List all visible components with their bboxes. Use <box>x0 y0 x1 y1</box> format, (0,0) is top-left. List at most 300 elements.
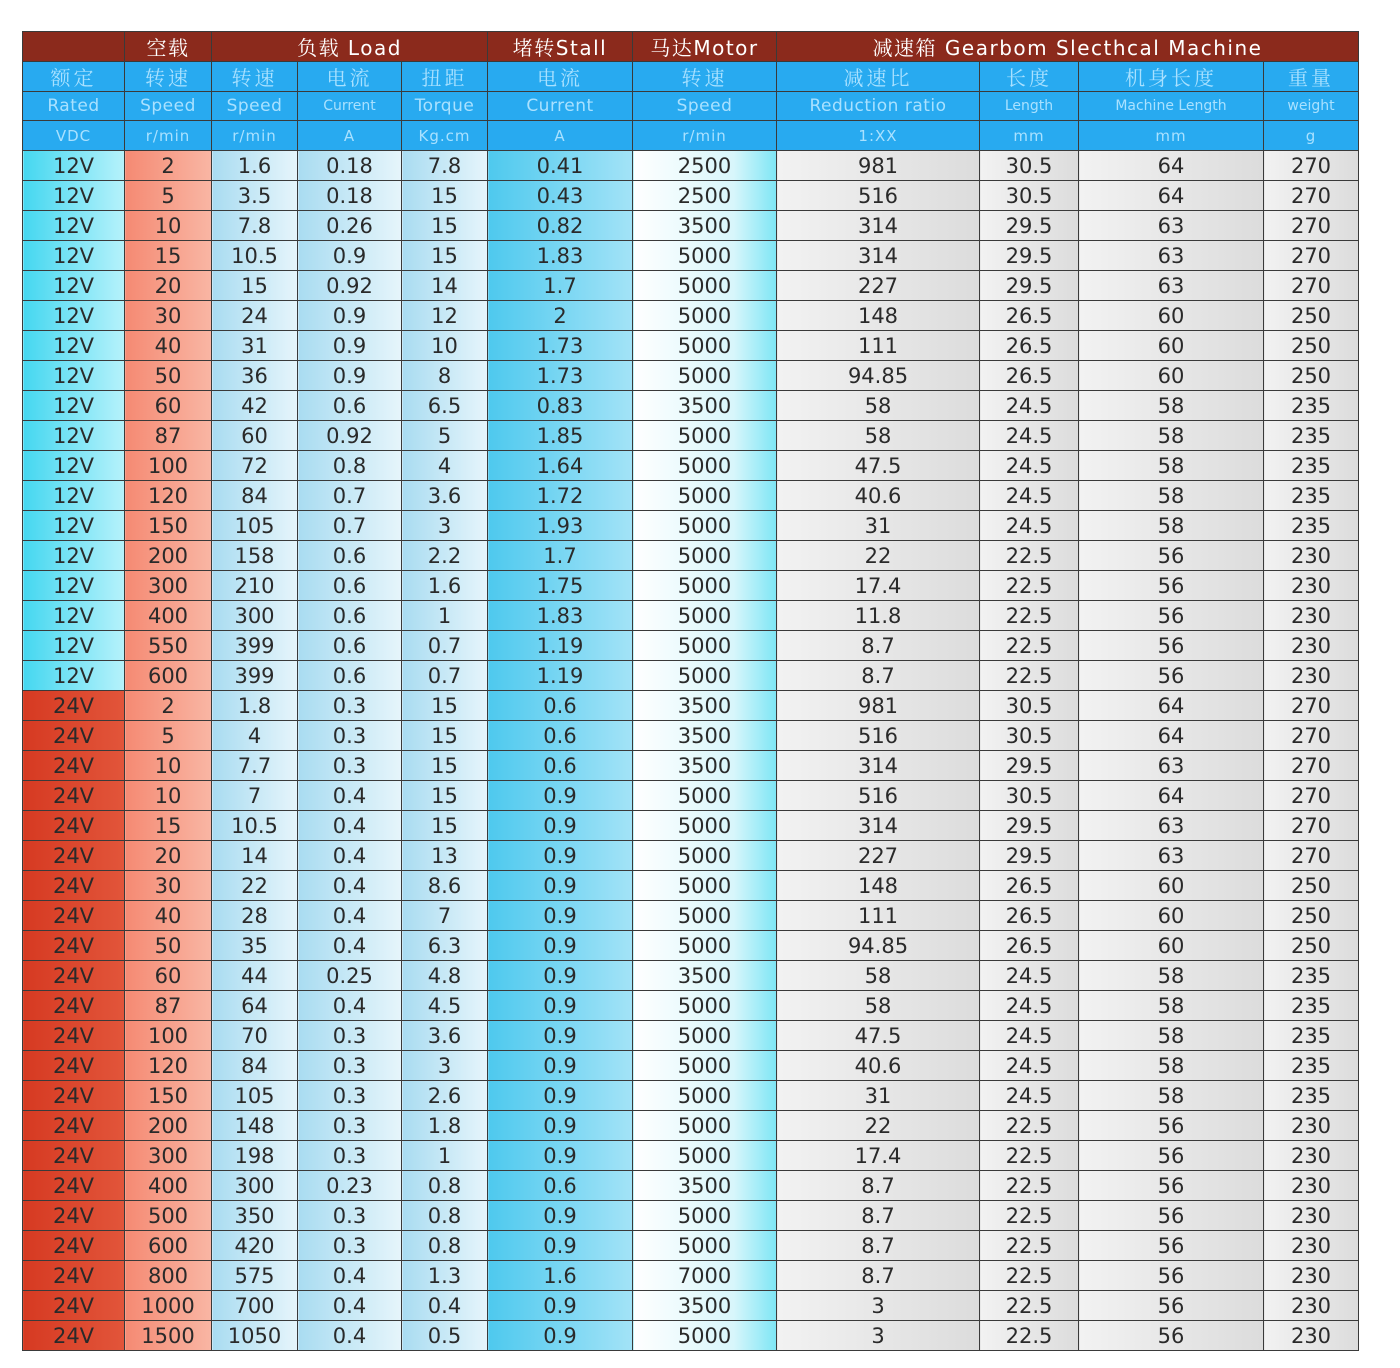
rated-voltage-cell: 24V <box>23 811 125 841</box>
noload-speed-cell: 5 <box>125 181 212 211</box>
load-torque-cell: 1 <box>402 601 488 631</box>
stall-current-cell: 1.72 <box>488 481 633 511</box>
noload-speed-cell: 60 <box>125 961 212 991</box>
reduction-ratio-cell: 31 <box>777 511 980 541</box>
machine-length-cell: 56 <box>1079 1201 1264 1231</box>
load-torque-cell: 15 <box>402 241 488 271</box>
table-row <box>23 451 1359 481</box>
load-current-cell: 0.6 <box>298 541 402 571</box>
noload-speed-cell: 87 <box>125 991 212 1021</box>
load-torque-cell: 15 <box>402 781 488 811</box>
table-row <box>23 1291 1359 1321</box>
length-cell: 24.5 <box>980 421 1079 451</box>
reduction-ratio-cell: 314 <box>777 241 980 271</box>
header-zh: 转速 <box>125 62 212 92</box>
motor-speed-cell: 5000 <box>633 601 777 631</box>
load-current-cell: 0.3 <box>298 1231 402 1261</box>
motor-speed-cell: 5000 <box>633 841 777 871</box>
length-cell: 26.5 <box>980 901 1079 931</box>
rated-voltage-cell: 12V <box>23 241 125 271</box>
motor-speed-cell: 5000 <box>633 1231 777 1261</box>
machine-length-cell: 56 <box>1079 1321 1264 1351</box>
load-torque-cell: 0.8 <box>402 1231 488 1261</box>
stall-current-cell: 0.6 <box>488 721 633 751</box>
machine-length-cell: 58 <box>1079 1051 1264 1081</box>
rated-voltage-cell: 24V <box>23 1141 125 1171</box>
reduction-ratio-cell: 227 <box>777 841 980 871</box>
load-torque-cell: 6.3 <box>402 931 488 961</box>
reduction-ratio-cell: 17.4 <box>777 1141 980 1171</box>
table-row <box>23 151 1359 181</box>
load-current-cell: 0.9 <box>298 301 402 331</box>
load-current-cell: 0.25 <box>298 961 402 991</box>
rated-voltage-cell: 24V <box>23 901 125 931</box>
motor-speed-cell: 5000 <box>633 571 777 601</box>
weight-cell: 230 <box>1264 571 1359 601</box>
header-unit: g <box>1264 121 1359 151</box>
rated-voltage-cell: 24V <box>23 1111 125 1141</box>
reduction-ratio-cell: 8.7 <box>777 1261 980 1291</box>
load-torque-cell: 1.6 <box>402 571 488 601</box>
motor-spec-table <box>22 31 1359 1351</box>
motor-speed-cell: 5000 <box>633 631 777 661</box>
noload-speed-cell: 2 <box>125 151 212 181</box>
machine-length-cell: 56 <box>1079 1141 1264 1171</box>
noload-speed-cell: 50 <box>125 361 212 391</box>
rated-voltage-cell: 24V <box>23 871 125 901</box>
header-unit-row <box>23 121 1359 151</box>
header-en: Torque <box>402 92 488 121</box>
machine-length-cell: 63 <box>1079 751 1264 781</box>
length-cell: 22.5 <box>980 661 1079 691</box>
length-cell: 24.5 <box>980 511 1079 541</box>
motor-speed-cell: 5000 <box>633 481 777 511</box>
machine-length-cell: 63 <box>1079 211 1264 241</box>
reduction-ratio-cell: 3 <box>777 1291 980 1321</box>
length-cell: 24.5 <box>980 391 1079 421</box>
reduction-ratio-cell: 58 <box>777 421 980 451</box>
motor-speed-cell: 5000 <box>633 661 777 691</box>
header-zh: 长度 <box>980 62 1079 92</box>
load-torque-cell: 6.5 <box>402 391 488 421</box>
reduction-ratio-cell: 94.85 <box>777 361 980 391</box>
weight-cell: 230 <box>1264 661 1359 691</box>
load-speed-cell: 10.5 <box>212 811 298 841</box>
stall-current-cell: 0.9 <box>488 841 633 871</box>
motor-speed-cell: 5000 <box>633 1111 777 1141</box>
noload-speed-cell: 2 <box>125 691 212 721</box>
table-row <box>23 691 1359 721</box>
header-unit: r/min <box>633 121 777 151</box>
stall-current-cell: 0.9 <box>488 1111 633 1141</box>
load-speed-cell: 7.8 <box>212 211 298 241</box>
load-speed-cell: 3.5 <box>212 181 298 211</box>
motor-speed-cell: 5000 <box>633 511 777 541</box>
weight-cell: 270 <box>1264 211 1359 241</box>
length-cell: 29.5 <box>980 271 1079 301</box>
length-cell: 26.5 <box>980 331 1079 361</box>
load-speed-cell: 158 <box>212 541 298 571</box>
reduction-ratio-cell: 8.7 <box>777 1171 980 1201</box>
stall-current-cell: 0.82 <box>488 211 633 241</box>
stall-current-cell: 0.9 <box>488 811 633 841</box>
weight-cell: 230 <box>1264 601 1359 631</box>
length-cell: 24.5 <box>980 1021 1079 1051</box>
load-torque-cell: 4.8 <box>402 961 488 991</box>
load-current-cell: 0.3 <box>298 1021 402 1051</box>
noload-speed-cell: 1500 <box>125 1321 212 1351</box>
load-torque-cell: 15 <box>402 721 488 751</box>
table-row <box>23 271 1359 301</box>
stall-current-cell: 0.9 <box>488 1141 633 1171</box>
header-zh: 转速 <box>633 62 777 92</box>
length-cell: 30.5 <box>980 181 1079 211</box>
load-current-cell: 0.3 <box>298 1111 402 1141</box>
rated-voltage-cell: 12V <box>23 391 125 421</box>
weight-cell: 235 <box>1264 391 1359 421</box>
machine-length-cell: 56 <box>1079 1231 1264 1261</box>
stall-current-cell: 0.9 <box>488 1291 633 1321</box>
machine-length-cell: 58 <box>1079 1021 1264 1051</box>
weight-cell: 270 <box>1264 691 1359 721</box>
load-current-cell: 0.92 <box>298 421 402 451</box>
noload-speed-cell: 30 <box>125 871 212 901</box>
length-cell: 22.5 <box>980 601 1079 631</box>
header-en: Reduction ratio <box>777 92 980 121</box>
rated-voltage-cell: 12V <box>23 181 125 211</box>
noload-speed-cell: 40 <box>125 331 212 361</box>
motor-speed-cell: 3500 <box>633 691 777 721</box>
load-current-cell: 0.9 <box>298 241 402 271</box>
table-row <box>23 841 1359 871</box>
reduction-ratio-cell: 58 <box>777 991 980 1021</box>
rated-voltage-cell: 24V <box>23 931 125 961</box>
load-current-cell: 0.9 <box>298 331 402 361</box>
load-torque-cell: 1.3 <box>402 1261 488 1291</box>
stall-current-cell: 0.9 <box>488 871 633 901</box>
stall-current-cell: 0.9 <box>488 961 633 991</box>
header-zh: 转速 <box>212 62 298 92</box>
noload-speed-cell: 100 <box>125 451 212 481</box>
weight-cell: 230 <box>1264 1321 1359 1351</box>
reduction-ratio-cell: 3 <box>777 1321 980 1351</box>
length-cell: 22.5 <box>980 541 1079 571</box>
noload-speed-cell: 550 <box>125 631 212 661</box>
table-row <box>23 751 1359 781</box>
load-torque-cell: 0.4 <box>402 1291 488 1321</box>
machine-length-cell: 56 <box>1079 1171 1264 1201</box>
table-row <box>23 931 1359 961</box>
load-current-cell: 0.4 <box>298 1261 402 1291</box>
machine-length-cell: 64 <box>1079 781 1264 811</box>
stall-current-cell: 1.7 <box>488 541 633 571</box>
table-row <box>23 571 1359 601</box>
table-row <box>23 301 1359 331</box>
table-row <box>23 661 1359 691</box>
load-current-cell: 0.6 <box>298 601 402 631</box>
load-current-cell: 0.4 <box>298 811 402 841</box>
table-row <box>23 241 1359 271</box>
machine-length-cell: 64 <box>1079 151 1264 181</box>
machine-length-cell: 64 <box>1079 181 1264 211</box>
machine-length-cell: 60 <box>1079 871 1264 901</box>
reduction-ratio-cell: 314 <box>777 751 980 781</box>
rated-voltage-cell: 12V <box>23 481 125 511</box>
rated-voltage-cell: 24V <box>23 691 125 721</box>
load-torque-cell: 2.2 <box>402 541 488 571</box>
noload-speed-cell: 150 <box>125 511 212 541</box>
header-en: Speed <box>633 92 777 121</box>
length-cell: 29.5 <box>980 751 1079 781</box>
load-current-cell: 0.4 <box>298 931 402 961</box>
length-cell: 24.5 <box>980 991 1079 1021</box>
header-unit: VDC <box>23 121 125 151</box>
stall-current-cell: 1.6 <box>488 1261 633 1291</box>
reduction-ratio-cell: 40.6 <box>777 1051 980 1081</box>
spec-table-body <box>23 151 1359 1351</box>
load-speed-cell: 700 <box>212 1291 298 1321</box>
weight-cell: 270 <box>1264 721 1359 751</box>
reduction-ratio-cell: 11.8 <box>777 601 980 631</box>
group-gearbox: 减速箱 Gearbom Slecthcal Machine <box>777 32 1359 62</box>
weight-cell: 235 <box>1264 451 1359 481</box>
rated-voltage-cell: 12V <box>23 331 125 361</box>
machine-length-cell: 60 <box>1079 901 1264 931</box>
group-noload: 空载 <box>125 32 212 62</box>
table-row <box>23 1261 1359 1291</box>
table-row <box>23 901 1359 931</box>
header-en: Length <box>980 92 1079 121</box>
weight-cell: 270 <box>1264 781 1359 811</box>
rated-voltage-cell: 12V <box>23 631 125 661</box>
length-cell: 22.5 <box>980 571 1079 601</box>
machine-length-cell: 58 <box>1079 511 1264 541</box>
motor-speed-cell: 2500 <box>633 151 777 181</box>
reduction-ratio-cell: 8.7 <box>777 661 980 691</box>
noload-speed-cell: 600 <box>125 1231 212 1261</box>
header-en: Rated <box>23 92 125 121</box>
weight-cell: 250 <box>1264 901 1359 931</box>
load-torque-cell: 2.6 <box>402 1081 488 1111</box>
length-cell: 24.5 <box>980 451 1079 481</box>
rated-voltage-cell: 12V <box>23 421 125 451</box>
weight-cell: 230 <box>1264 541 1359 571</box>
load-speed-cell: 7 <box>212 781 298 811</box>
header-unit: r/min <box>212 121 298 151</box>
motor-speed-cell: 2500 <box>633 181 777 211</box>
load-torque-cell: 5 <box>402 421 488 451</box>
load-torque-cell: 3.6 <box>402 1021 488 1051</box>
reduction-ratio-cell: 47.5 <box>777 1021 980 1051</box>
load-speed-cell: 44 <box>212 961 298 991</box>
reduction-ratio-cell: 227 <box>777 271 980 301</box>
load-torque-cell: 7.8 <box>402 151 488 181</box>
load-torque-cell: 8 <box>402 361 488 391</box>
noload-speed-cell: 1000 <box>125 1291 212 1321</box>
reduction-ratio-cell: 40.6 <box>777 481 980 511</box>
length-cell: 26.5 <box>980 871 1079 901</box>
reduction-ratio-cell: 981 <box>777 151 980 181</box>
machine-length-cell: 58 <box>1079 1081 1264 1111</box>
length-cell: 22.5 <box>980 1291 1079 1321</box>
load-speed-cell: 84 <box>212 481 298 511</box>
reduction-ratio-cell: 58 <box>777 961 980 991</box>
weight-cell: 270 <box>1264 751 1359 781</box>
load-torque-cell: 7 <box>402 901 488 931</box>
load-speed-cell: 105 <box>212 511 298 541</box>
table-row <box>23 721 1359 751</box>
load-speed-cell: 72 <box>212 451 298 481</box>
stall-current-cell: 0.9 <box>488 1321 633 1351</box>
table-row <box>23 811 1359 841</box>
rated-voltage-cell: 24V <box>23 1261 125 1291</box>
stall-current-cell: 1.75 <box>488 571 633 601</box>
stall-current-cell: 1.64 <box>488 451 633 481</box>
table-row <box>23 1141 1359 1171</box>
rated-voltage-cell: 24V <box>23 721 125 751</box>
stall-current-cell: 0.9 <box>488 781 633 811</box>
weight-cell: 270 <box>1264 271 1359 301</box>
load-speed-cell: 15 <box>212 271 298 301</box>
load-torque-cell: 1.8 <box>402 1111 488 1141</box>
length-cell: 22.5 <box>980 1321 1079 1351</box>
stall-current-cell: 0.41 <box>488 151 633 181</box>
machine-length-cell: 58 <box>1079 961 1264 991</box>
length-cell: 24.5 <box>980 1081 1079 1111</box>
table-row <box>23 421 1359 451</box>
reduction-ratio-cell: 516 <box>777 781 980 811</box>
table-row <box>23 781 1359 811</box>
header-en: Current <box>298 92 402 121</box>
load-current-cell: 0.3 <box>298 1141 402 1171</box>
load-speed-cell: 7.7 <box>212 751 298 781</box>
load-speed-cell: 399 <box>212 661 298 691</box>
weight-cell: 235 <box>1264 1021 1359 1051</box>
noload-speed-cell: 15 <box>125 811 212 841</box>
header-zh: 扭距 <box>402 62 488 92</box>
stall-current-cell: 0.6 <box>488 1171 633 1201</box>
load-speed-cell: 1.8 <box>212 691 298 721</box>
table-row <box>23 391 1359 421</box>
reduction-ratio-cell: 111 <box>777 901 980 931</box>
load-current-cell: 0.4 <box>298 901 402 931</box>
weight-cell: 250 <box>1264 331 1359 361</box>
weight-cell: 250 <box>1264 361 1359 391</box>
weight-cell: 235 <box>1264 511 1359 541</box>
length-cell: 24.5 <box>980 1051 1079 1081</box>
noload-speed-cell: 120 <box>125 1051 212 1081</box>
stall-current-cell: 1.73 <box>488 361 633 391</box>
length-cell: 29.5 <box>980 811 1079 841</box>
table-row <box>23 211 1359 241</box>
noload-speed-cell: 50 <box>125 931 212 961</box>
load-torque-cell: 0.7 <box>402 631 488 661</box>
table-row <box>23 631 1359 661</box>
motor-speed-cell: 5000 <box>633 781 777 811</box>
motor-speed-cell: 5000 <box>633 901 777 931</box>
load-torque-cell: 10 <box>402 331 488 361</box>
rated-voltage-cell: 24V <box>23 751 125 781</box>
weight-cell: 230 <box>1264 1201 1359 1231</box>
noload-speed-cell: 200 <box>125 1111 212 1141</box>
motor-speed-cell: 5000 <box>633 931 777 961</box>
weight-cell: 270 <box>1264 811 1359 841</box>
load-current-cell: 0.3 <box>298 751 402 781</box>
rated-voltage-cell: 24V <box>23 1021 125 1051</box>
length-cell: 29.5 <box>980 241 1079 271</box>
table-row <box>23 1111 1359 1141</box>
table-row <box>23 991 1359 1021</box>
motor-speed-cell: 5000 <box>633 811 777 841</box>
load-torque-cell: 15 <box>402 211 488 241</box>
noload-speed-cell: 10 <box>125 211 212 241</box>
load-torque-cell: 3.6 <box>402 481 488 511</box>
load-current-cell: 0.3 <box>298 691 402 721</box>
motor-speed-cell: 5000 <box>633 271 777 301</box>
header-unit: mm <box>980 121 1079 151</box>
rated-voltage-cell: 12V <box>23 301 125 331</box>
noload-speed-cell: 40 <box>125 901 212 931</box>
motor-speed-cell: 3500 <box>633 211 777 241</box>
machine-length-cell: 63 <box>1079 271 1264 301</box>
load-current-cell: 0.92 <box>298 271 402 301</box>
table-row <box>23 481 1359 511</box>
table-row <box>23 601 1359 631</box>
header-unit: r/min <box>125 121 212 151</box>
load-speed-cell: 420 <box>212 1231 298 1261</box>
noload-speed-cell: 15 <box>125 241 212 271</box>
noload-speed-cell: 200 <box>125 541 212 571</box>
machine-length-cell: 58 <box>1079 421 1264 451</box>
rated-voltage-cell: 12V <box>23 661 125 691</box>
table-row <box>23 541 1359 571</box>
weight-cell: 235 <box>1264 961 1359 991</box>
reduction-ratio-cell: 314 <box>777 811 980 841</box>
motor-speed-cell: 3500 <box>633 751 777 781</box>
reduction-ratio-cell: 47.5 <box>777 451 980 481</box>
header-zh: 额定 <box>23 62 125 92</box>
load-torque-cell: 15 <box>402 811 488 841</box>
load-current-cell: 0.4 <box>298 1291 402 1321</box>
machine-length-cell: 63 <box>1079 811 1264 841</box>
reduction-ratio-cell: 148 <box>777 301 980 331</box>
motor-speed-cell: 3500 <box>633 1291 777 1321</box>
rated-voltage-cell: 24V <box>23 961 125 991</box>
load-current-cell: 0.7 <box>298 511 402 541</box>
load-torque-cell: 3 <box>402 511 488 541</box>
header-unit: mm <box>1079 121 1264 151</box>
header-zh: 机身长度 <box>1079 62 1264 92</box>
rated-voltage-cell: 12V <box>23 451 125 481</box>
weight-cell: 230 <box>1264 1171 1359 1201</box>
reduction-ratio-cell: 8.7 <box>777 1231 980 1261</box>
table-row <box>23 1231 1359 1261</box>
table-row <box>23 871 1359 901</box>
motor-speed-cell: 5000 <box>633 1141 777 1171</box>
rated-voltage-cell: 24V <box>23 1171 125 1201</box>
load-speed-cell: 35 <box>212 931 298 961</box>
load-speed-cell: 24 <box>212 301 298 331</box>
load-speed-cell: 198 <box>212 1141 298 1171</box>
load-torque-cell: 13 <box>402 841 488 871</box>
weight-cell: 235 <box>1264 1051 1359 1081</box>
rated-voltage-cell: 24V <box>23 1201 125 1231</box>
header-english-row <box>23 92 1359 121</box>
header-zh: 重量 <box>1264 62 1359 92</box>
load-torque-cell: 0.7 <box>402 661 488 691</box>
weight-cell: 250 <box>1264 871 1359 901</box>
motor-speed-cell: 5000 <box>633 1321 777 1351</box>
